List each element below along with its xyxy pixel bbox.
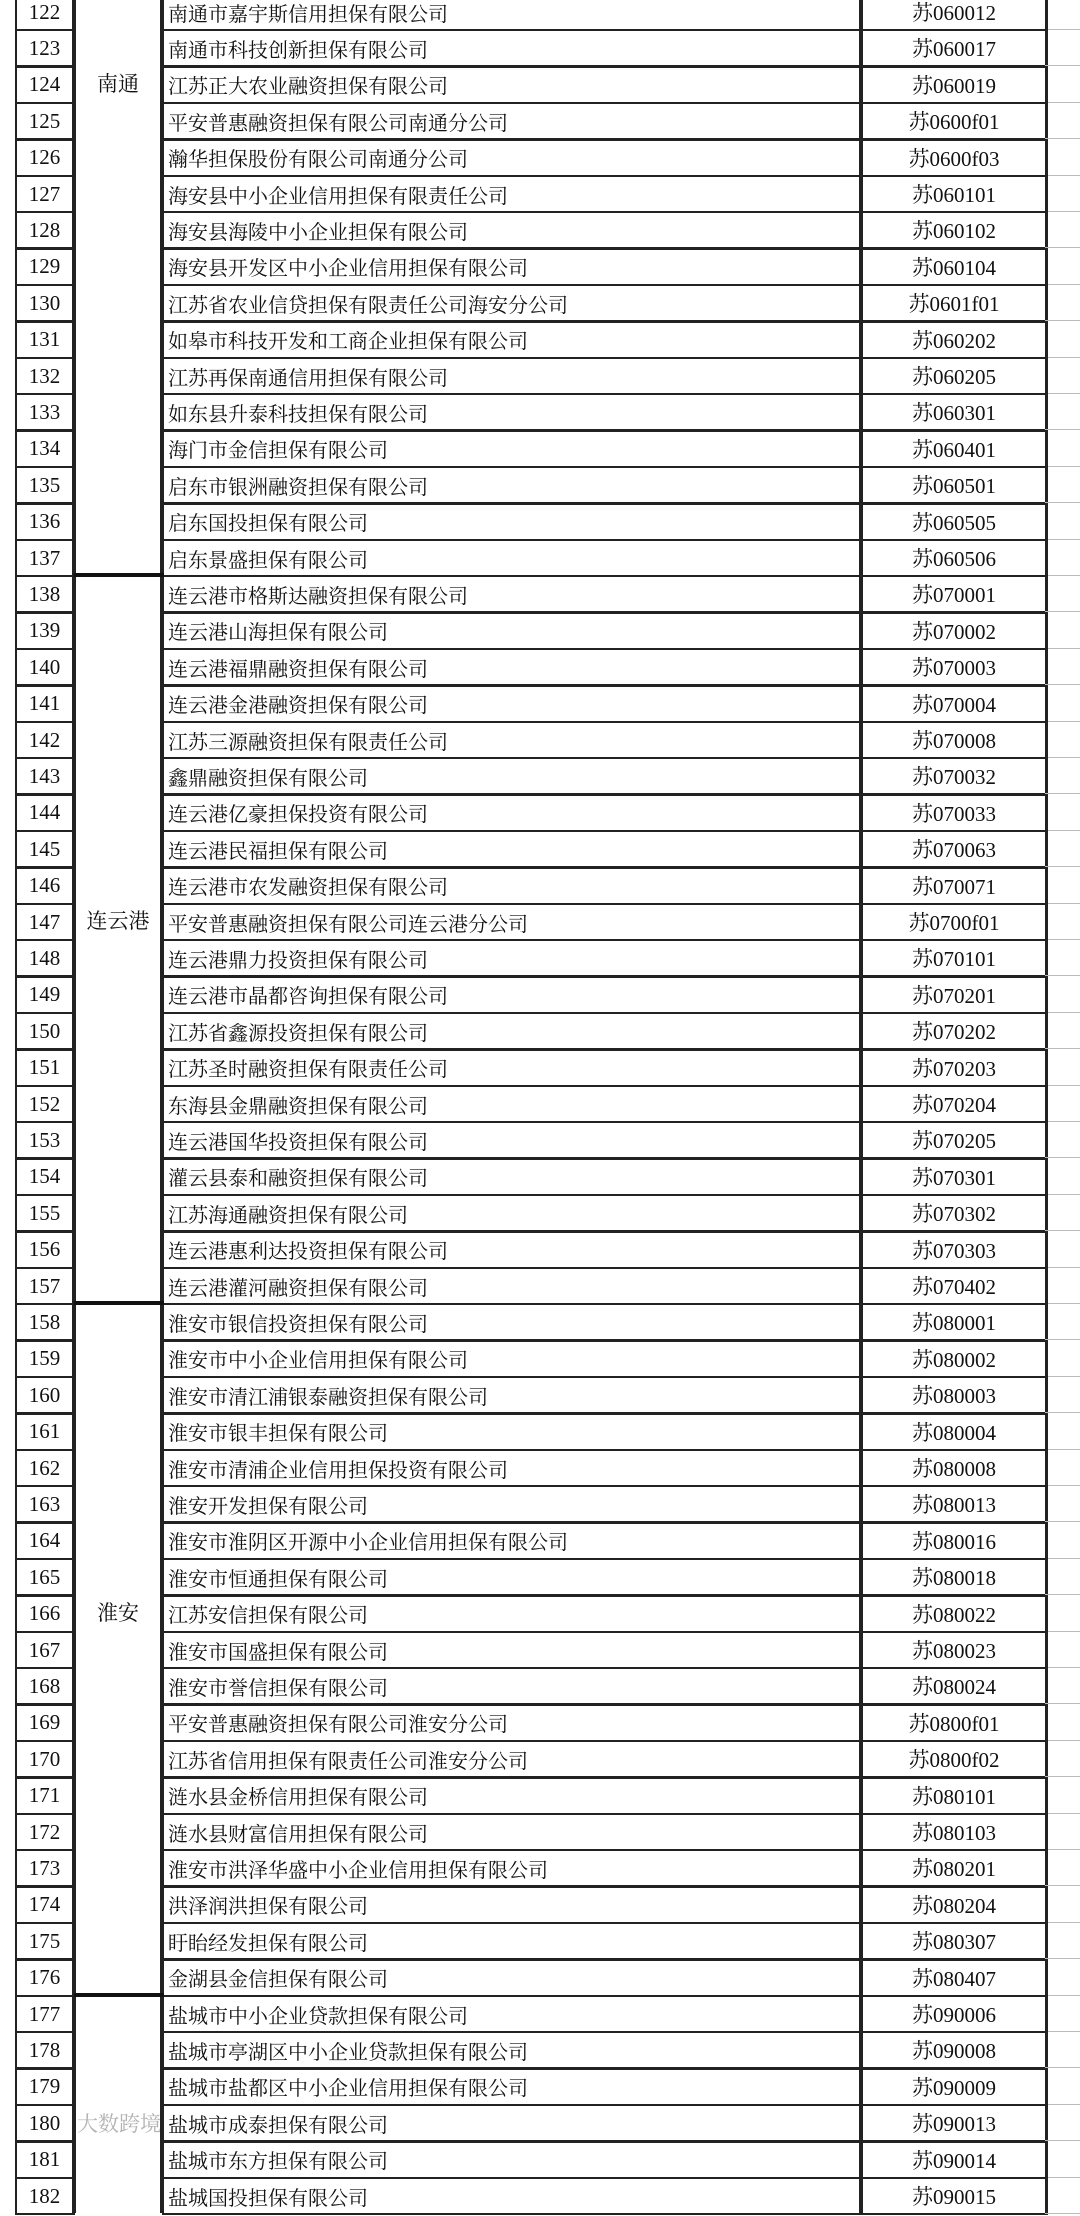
company-name: 南通市科技创新担保有限公司: [162, 29, 861, 67]
watermark: 大数跨境: [77, 2112, 161, 2136]
registration-code: 苏070301: [861, 1158, 1048, 1196]
row-number: 144: [15, 794, 75, 832]
table-row: [0, 1886, 1080, 1922]
registration-code: 苏080307: [861, 1922, 1048, 1960]
row-number: 128: [15, 211, 75, 249]
table-row: [0, 1267, 1080, 1303]
company-name: 连云港市格斯达融资担保有限公司: [162, 575, 861, 613]
registration-code: 苏070001: [861, 575, 1048, 613]
registration-code: 苏060012: [861, 0, 1048, 31]
company-name: 如东县升泰科技担保有限公司: [162, 393, 861, 431]
table-row: [0, 1303, 1080, 1339]
registration-code: 苏060505: [861, 503, 1048, 541]
table-row: [0, 29, 1080, 65]
row-number: 132: [15, 357, 75, 395]
company-name: 淮安市洪泽华盛中小企业信用担保有限公司: [162, 1849, 861, 1887]
company-name: 启东市银洲融资担保有限公司: [162, 466, 861, 504]
table-row: [0, 648, 1080, 684]
row-number: 174: [15, 1886, 75, 1924]
table-row: [0, 2141, 1080, 2177]
registration-code: 苏080002: [861, 1340, 1048, 1378]
registration-code: 苏060101: [861, 175, 1048, 213]
company-name: 连云港市晶都咨询担保有限公司: [162, 976, 861, 1014]
company-name: 平安普惠融资担保有限公司南通分公司: [162, 102, 861, 140]
registration-code: 苏080407: [861, 1959, 1048, 1997]
registration-code: 苏090014: [861, 2141, 1048, 2179]
row-number: 182: [15, 2177, 75, 2215]
region-cell: [74, 1303, 162, 1995]
table-row: [0, 1667, 1080, 1703]
row-number: 140: [15, 648, 75, 686]
row-number: 175: [15, 1922, 75, 1960]
company-name: 启东国投担保有限公司: [162, 503, 861, 541]
registration-code: 苏080101: [861, 1777, 1048, 1815]
registration-code: 苏070071: [861, 867, 1048, 905]
registration-code: 苏070302: [861, 1194, 1048, 1232]
company-name: 瀚华担保股份有限公司南通分公司: [162, 139, 861, 177]
registration-code: 苏080201: [861, 1849, 1048, 1887]
company-name: 江苏安信担保有限公司: [162, 1595, 861, 1633]
row-number: 149: [15, 976, 75, 1014]
company-name: 南通市嘉宇斯信用担保有限公司: [162, 0, 861, 31]
company-name: 灌云县泰和融资担保有限公司: [162, 1158, 861, 1196]
row-number: 123: [15, 29, 75, 67]
registration-code: 苏070201: [861, 976, 1048, 1014]
row-number: 178: [15, 2031, 75, 2069]
region-separator: [74, 1993, 164, 1997]
row-number: 127: [15, 175, 75, 213]
table-row: [0, 1813, 1080, 1849]
company-name: 淮安市国盛担保有限公司: [162, 1631, 861, 1669]
table-row: [0, 430, 1080, 466]
row-number: 164: [15, 1522, 75, 1560]
table-row: [0, 357, 1080, 393]
table-row: [0, 1085, 1080, 1121]
table-row: [0, 1558, 1080, 1594]
registration-code: 苏0700f01: [861, 903, 1048, 941]
registration-code: 苏0800f02: [861, 1740, 1048, 1778]
registration-code: 苏060202: [861, 321, 1048, 359]
registration-code: 苏070101: [861, 939, 1048, 977]
row-number: 131: [15, 321, 75, 359]
table-row: [0, 903, 1080, 939]
registration-code: 苏060401: [861, 430, 1048, 468]
table-row: [0, 1376, 1080, 1412]
row-number: 147: [15, 903, 75, 941]
table-row: [0, 976, 1080, 1012]
row-number: 134: [15, 430, 75, 468]
row-number: 130: [15, 284, 75, 322]
table-row: [0, 1631, 1080, 1667]
row-number: 156: [15, 1231, 75, 1269]
company-name: 盐城市成泰担保有限公司: [162, 2104, 861, 2142]
table-row: [0, 1340, 1080, 1376]
gridline: [1045, 2213, 1080, 2214]
registration-code: 苏090008: [861, 2031, 1048, 2069]
row-number: 150: [15, 1012, 75, 1050]
company-name: 盐城市盐都区中小企业信用担保有限公司: [162, 2068, 861, 2106]
registration-code: 苏070205: [861, 1121, 1048, 1159]
table-row: [0, 1158, 1080, 1194]
registration-code: 苏080023: [861, 1631, 1048, 1669]
registration-code: 苏060017: [861, 29, 1048, 67]
registration-code: 苏0600f03: [861, 139, 1048, 177]
registration-code: 苏060506: [861, 539, 1048, 577]
table-row: [0, 1740, 1080, 1776]
row-number: 181: [15, 2141, 75, 2179]
company-name: 淮安市淮阴区开源中小企业信用担保有限公司: [162, 1522, 861, 1560]
row-number: 159: [15, 1340, 75, 1378]
table-row: [0, 1485, 1080, 1521]
registration-code: 苏070303: [861, 1231, 1048, 1269]
table-row: [0, 248, 1080, 284]
registration-code: 苏090006: [861, 1995, 1048, 2033]
row-number: 154: [15, 1158, 75, 1196]
row-number: 163: [15, 1485, 75, 1523]
table-row: [0, 1194, 1080, 1230]
region-label: 淮安: [97, 1600, 139, 1625]
registration-code: 苏070203: [861, 1049, 1048, 1087]
company-name: 淮安市清江浦银泰融资担保有限公司: [162, 1376, 861, 1414]
table-row: [0, 1449, 1080, 1485]
row-number: 177: [15, 1995, 75, 2033]
registration-code: 苏070032: [861, 757, 1048, 795]
registration-code: 苏080013: [861, 1485, 1048, 1523]
registration-code: 苏090013: [861, 2104, 1048, 2142]
company-name: 淮安市誉信担保有限公司: [162, 1667, 861, 1705]
registration-code: 苏080001: [861, 1303, 1048, 1341]
row-number: 165: [15, 1558, 75, 1596]
row-number: 176: [15, 1959, 75, 1997]
region-label: 连云港: [86, 909, 150, 933]
registration-code: 苏070004: [861, 685, 1048, 723]
table-row: [0, 2031, 1080, 2067]
registration-code: 苏090009: [861, 2068, 1048, 2106]
row-number: 171: [15, 1777, 75, 1815]
row-number: 180: [15, 2104, 75, 2142]
row-number: 138: [15, 575, 75, 613]
table-row: [0, 1413, 1080, 1449]
row-number: 145: [15, 830, 75, 868]
registration-code: 苏080018: [861, 1558, 1048, 1596]
company-name: 海安县中小企业信用担保有限责任公司: [162, 175, 861, 213]
row-number: 166: [15, 1595, 75, 1633]
company-name: 连云港市农发融资担保有限公司: [162, 867, 861, 905]
table-row: [0, 757, 1080, 793]
registration-code: 苏070063: [861, 830, 1048, 868]
registration-code: 苏060301: [861, 393, 1048, 431]
table-row: [0, 66, 1080, 102]
table-row: [0, 1231, 1080, 1267]
region-cell: [74, 575, 162, 1303]
region-cell: [74, 1995, 162, 2213]
registration-code: 苏070002: [861, 612, 1048, 650]
row-number: 167: [15, 1631, 75, 1669]
table-row: [0, 1121, 1080, 1157]
company-name: 淮安市清浦企业信用担保投资有限公司: [162, 1449, 861, 1487]
company-name: 江苏省鑫源投资担保有限公司: [162, 1012, 861, 1050]
company-name: 平安普惠融资担保有限公司淮安分公司: [162, 1704, 861, 1742]
table-row: [0, 1595, 1080, 1631]
table-row: [0, 1522, 1080, 1558]
company-name: 淮安市银信投资担保有限公司: [162, 1303, 861, 1341]
table-row: [0, 685, 1080, 721]
company-name: 盱眙经发担保有限公司: [162, 1922, 861, 1960]
row-number: 125: [15, 102, 75, 140]
table-row: [0, 539, 1080, 575]
table-row: [0, 284, 1080, 320]
company-name: 平安普惠融资担保有限公司连云港分公司: [162, 903, 861, 941]
registration-code: 苏060205: [861, 357, 1048, 395]
row-number: 179: [15, 2068, 75, 2106]
company-name: 鑫鼎融资担保有限公司: [162, 757, 861, 795]
registration-code: 苏060104: [861, 248, 1048, 286]
registration-code: 苏080022: [861, 1595, 1048, 1633]
row-number: 155: [15, 1194, 75, 1232]
company-name: 江苏再保南通信用担保有限公司: [162, 357, 861, 395]
company-name: 江苏省农业信贷担保有限责任公司海安分公司: [162, 284, 861, 322]
row-number: 162: [15, 1449, 75, 1487]
company-name: 江苏正大农业融资担保有限公司: [162, 66, 861, 104]
table-row: [0, 0, 1080, 29]
row-number: 168: [15, 1667, 75, 1705]
company-name: 连云港福鼎融资担保有限公司: [162, 648, 861, 686]
row-number: 158: [15, 1303, 75, 1341]
company-name: 盐城国投担保有限公司: [162, 2177, 861, 2215]
registration-code: 苏070402: [861, 1267, 1048, 1305]
table-row: [0, 830, 1080, 866]
registration-code: 苏060102: [861, 211, 1048, 249]
registration-code: 苏070033: [861, 794, 1048, 832]
row-number: 160: [15, 1376, 75, 1414]
row-number: 141: [15, 685, 75, 723]
registration-code: 苏080024: [861, 1667, 1048, 1705]
company-name: 淮安开发担保有限公司: [162, 1485, 861, 1523]
table-row: [0, 1704, 1080, 1740]
row-number: 135: [15, 466, 75, 504]
registration-code: 苏0800f01: [861, 1704, 1048, 1742]
company-name: 金湖县金信担保有限公司: [162, 1959, 861, 1997]
table-row: [0, 1012, 1080, 1048]
company-name: 江苏海通融资担保有限公司: [162, 1194, 861, 1232]
row-number: 142: [15, 721, 75, 759]
table-row: [0, 575, 1080, 611]
company-name: 连云港民福担保有限公司: [162, 830, 861, 868]
table-row: [0, 612, 1080, 648]
table-row: [0, 1959, 1080, 1995]
row-number: 151: [15, 1049, 75, 1087]
registration-code: 苏080103: [861, 1813, 1048, 1851]
row-number: 153: [15, 1121, 75, 1159]
registration-code: 苏070202: [861, 1012, 1048, 1050]
company-name: 启东景盛担保有限公司: [162, 539, 861, 577]
registration-code: 苏090015: [861, 2177, 1048, 2215]
company-name: 连云港金港融资担保有限公司: [162, 685, 861, 723]
company-name: 海门市金信担保有限公司: [162, 430, 861, 468]
company-name: 连云港山海担保有限公司: [162, 612, 861, 650]
row-number: 170: [15, 1740, 75, 1778]
row-number: 169: [15, 1704, 75, 1742]
table-row: [0, 2104, 1080, 2140]
row-number: 148: [15, 939, 75, 977]
company-name: 江苏省信用担保有限责任公司淮安分公司: [162, 1740, 861, 1778]
table-row: [0, 393, 1080, 429]
company-name: 连云港惠利达投资担保有限公司: [162, 1231, 861, 1269]
table-row: [0, 939, 1080, 975]
region-separator: [74, 573, 164, 577]
table-row: [0, 2177, 1080, 2213]
company-name: 淮安市恒通担保有限公司: [162, 1558, 861, 1596]
row-number: 157: [15, 1267, 75, 1305]
company-name: 淮安市中小企业信用担保有限公司: [162, 1340, 861, 1378]
table-row: [0, 139, 1080, 175]
registration-code: 苏0601f01: [861, 284, 1048, 322]
table-row: [0, 1995, 1080, 2031]
company-name: 涟水县金桥信用担保有限公司: [162, 1777, 861, 1815]
registration-code: 苏060019: [861, 66, 1048, 104]
table-row: [0, 211, 1080, 247]
row-number: 146: [15, 867, 75, 905]
table-row: [0, 466, 1080, 502]
company-name: 海安县开发区中小企业信用担保有限公司: [162, 248, 861, 286]
table-row: [0, 2068, 1080, 2104]
registration-code: 苏070003: [861, 648, 1048, 686]
company-name: 涟水县财富信用担保有限公司: [162, 1813, 861, 1851]
table-row: [0, 1777, 1080, 1813]
company-name: 洪泽润洪担保有限公司: [162, 1886, 861, 1924]
row-number: 133: [15, 393, 75, 431]
registration-code: 苏070204: [861, 1085, 1048, 1123]
region-label: 南通: [97, 71, 139, 96]
table-row: [0, 102, 1080, 138]
company-name: 盐城市亭湖区中小企业贷款担保有限公司: [162, 2031, 861, 2069]
company-name: 如皋市科技开发和工商企业担保有限公司: [162, 321, 861, 359]
registration-code: 苏080016: [861, 1522, 1048, 1560]
registration-code: 苏0600f01: [861, 102, 1048, 140]
row-number: 122: [15, 0, 75, 31]
table-row: [0, 1922, 1080, 1958]
row-number: 136: [15, 503, 75, 541]
table-row: [0, 867, 1080, 903]
table-row: [0, 721, 1080, 757]
company-name: 东海县金鼎融资担保有限公司: [162, 1085, 861, 1123]
company-name: 江苏三源融资担保有限责任公司: [162, 721, 861, 759]
registration-code: 苏080003: [861, 1376, 1048, 1414]
registration-code: 苏070008: [861, 721, 1048, 759]
row-number: 173: [15, 1849, 75, 1887]
table-row: [0, 1049, 1080, 1085]
table-row: [0, 321, 1080, 357]
row-number: 161: [15, 1413, 75, 1451]
registration-code: 苏080008: [861, 1449, 1048, 1487]
company-name: 连云港国华投资担保有限公司: [162, 1121, 861, 1159]
row-number: 139: [15, 612, 75, 650]
table-row: [0, 1849, 1080, 1885]
company-name: 连云港鼎力投资担保有限公司: [162, 939, 861, 977]
row-number: 143: [15, 757, 75, 795]
company-name: 江苏圣时融资担保有限责任公司: [162, 1049, 861, 1087]
registration-code: 苏080204: [861, 1886, 1048, 1924]
row-number: 172: [15, 1813, 75, 1851]
row-number: 129: [15, 248, 75, 286]
company-name: 连云港灌河融资担保有限公司: [162, 1267, 861, 1305]
company-name: 海安县海陵中小企业担保有限公司: [162, 211, 861, 249]
company-name: 盐城市中小企业贷款担保有限公司: [162, 1995, 861, 2033]
company-name: 连云港亿豪担保投资有限公司: [162, 794, 861, 832]
row-number: 137: [15, 539, 75, 577]
registration-code: 苏060501: [861, 466, 1048, 504]
company-name: 盐城市东方担保有限公司: [162, 2141, 861, 2179]
table-row: [0, 175, 1080, 211]
table-row: [0, 503, 1080, 539]
row-number: 126: [15, 139, 75, 177]
row-number: 152: [15, 1085, 75, 1123]
company-name: 淮安市银丰担保有限公司: [162, 1413, 861, 1451]
region-separator: [74, 1301, 164, 1305]
row-number: 124: [15, 66, 75, 104]
registration-code: 苏080004: [861, 1413, 1048, 1451]
table-row: [0, 794, 1080, 830]
